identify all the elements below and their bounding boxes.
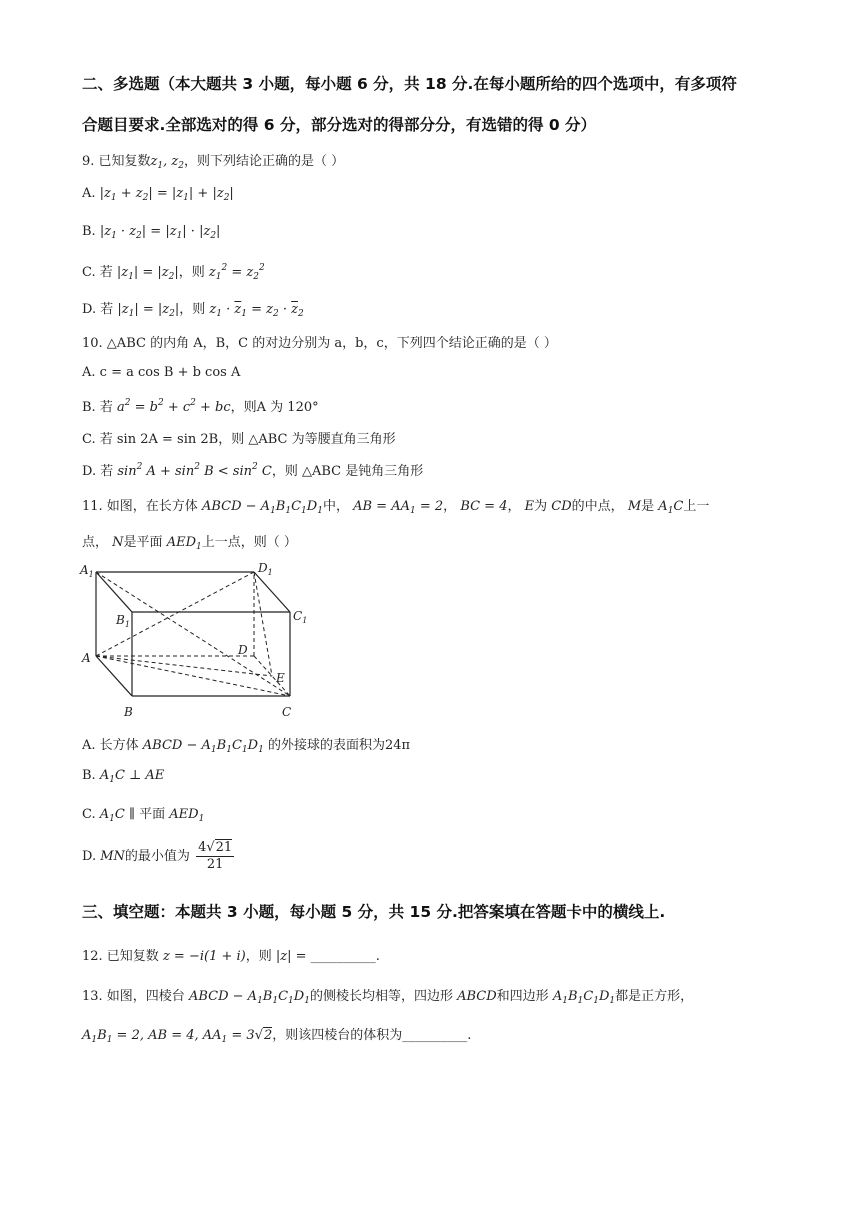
q13-line2 [82, 1024, 471, 1045]
q9-option-a-label: A. [82, 186, 96, 201]
q11-line1 [82, 495, 709, 516]
q10-option-d-post: ，则 △ABC 是钝角三角形 [271, 464, 424, 479]
q12-prefix: 12. 已知复数 [82, 949, 159, 964]
q11-option-a-pre: A. 长方体 [82, 738, 139, 753]
q11-option-c-mid: ∥ 平面 [128, 807, 166, 822]
q11-option-a-post: 的外接球的表面积为 [267, 738, 385, 753]
q9-option-d [82, 298, 304, 319]
q9-option-c-mid: ，则 [178, 265, 205, 280]
q13-line1-mid: 的侧棱长均相等，四边形 [309, 989, 453, 1004]
q10-option-d-formula: $\sin^2 A + \sin^2 B < \sin^2 C$ [117, 462, 272, 479]
q9-option-b [82, 224, 220, 241]
edge-d1-c1 [254, 572, 290, 612]
q12-mid: ，则 [245, 949, 272, 964]
q11-point-e: E [524, 499, 535, 514]
q10-option-a: A. c = a cos B + b cos A [82, 365, 241, 380]
q9-option-c-result: $z_1^2 = z_2^2$ [208, 263, 265, 282]
q9-vars: $z_1$, $z_2$ [150, 154, 184, 171]
q9-option-d-cond: $|z_1| = |z_2|$ [117, 302, 180, 319]
q10-option-d [82, 460, 423, 479]
q11-line2-pre: 点， [82, 535, 109, 550]
q11-option-d-numerator: 4√21 [198, 840, 233, 855]
q11-point-m: M [627, 499, 642, 514]
q11-option-d [82, 840, 236, 873]
q13-conditions: $A_1B_1 = 2$, AB = 4, $AA_1 = 3√2$ [82, 1028, 273, 1045]
q12-stem [82, 945, 380, 964]
q11-line2-end: 上一点，则（ ） [201, 535, 297, 550]
label-c1: $C_1$ [293, 609, 308, 625]
q10-option-b-pre: B. 若 [82, 400, 113, 415]
q11-seg-a1c: $A_1C$ [658, 499, 684, 516]
q11-point-n: N [112, 535, 124, 550]
label-c: C [282, 705, 292, 719]
section2-title-line2: 合题目要求.全部选对的得 6 分，部分选对的得部分分，有选错的得 0 分） [82, 116, 597, 134]
q11-line1-mid4: 为 [534, 499, 548, 514]
q9-stem [82, 150, 344, 171]
section2-title-line1: 二、多选题（本大题共 3 小题，每小题 6 分，共 18 分.在每小题所给的四个选项中，有多项符 [82, 75, 737, 93]
q11-option-c-line: $A_1C$ [99, 807, 125, 824]
q10-stem: 10. △ABC 的内角 A，B，C 的对边分别为 a，b，c，下列四个结论正确的是（ ） [82, 336, 557, 351]
q13-top: $A_1B_1C_1D_1$ [552, 989, 616, 1006]
q9-option-c-label: C. 若 [82, 265, 113, 280]
q10-option-c: C. 若 sin 2A = sin 2B，则 △ABC 为等腰直角三角形 [82, 432, 396, 447]
q13-line1-end: 都是正方形， [615, 989, 694, 1004]
q11-line1-end: 上一 [683, 499, 710, 514]
q11-plane-aed1: $AED_1$ [166, 535, 202, 552]
q11-option-b-formula: $A_1C$ ⊥ AE [99, 768, 165, 785]
q11-solid-name: ABCD − $A_1B_1C_1D_1$ [201, 499, 323, 516]
q13-line1-pre: 13. 如图，四棱台 [82, 989, 185, 1004]
label-d: D [238, 643, 248, 657]
q11-option-d-pre: D. [82, 849, 97, 864]
q11-option-c-plane: $AED_1$ [169, 807, 205, 824]
label-d1: $D_1$ [258, 561, 273, 577]
q11-eq1: AB = $AA_1 = 2$ [353, 499, 444, 516]
q13-line1-mid2: 和四边形 [496, 989, 549, 1004]
q11-line1-mid2: ， [443, 499, 457, 514]
q12-abs: |z| = [275, 949, 307, 964]
q9-option-c [82, 261, 265, 282]
q9-option-a-formula: $|z_1 + z_2| = |z_1| + |z_2|$ [99, 186, 234, 203]
q9-option-d-mid: ，则 [179, 302, 206, 317]
q11-line2 [82, 531, 297, 552]
label-b1: $B_1$ [116, 613, 130, 629]
q13-line1 [82, 985, 693, 1006]
q11-option-d-denominator: 21 [206, 857, 224, 872]
q11-eq2: BC = 4 [460, 499, 508, 514]
label-a: A [82, 651, 91, 665]
q9-option-b-label: B. [82, 224, 96, 239]
q11-option-b-label: B. [82, 768, 96, 783]
q9-prefix: 9. 已知复数 [82, 154, 151, 169]
q11-option-d-mn: MN [100, 849, 125, 864]
q9-option-d-label: D. 若 [82, 302, 114, 317]
label-e: E [276, 671, 285, 685]
q9-option-d-result: $z_1 \cdot \overline{z}_1 = z_2 \cdot \overline{z}_2$ [209, 302, 304, 319]
label-b: B [124, 705, 133, 719]
q12-formula: z = −i(1 + i) [162, 949, 246, 964]
q11-seg-cd: CD [551, 499, 572, 514]
seg-a-c [96, 656, 290, 696]
q11-line2-mid: 是平面 [123, 535, 163, 550]
q12-answer-blank[interactable]: __________. [310, 949, 380, 964]
q11-line1-mid6: 是 [641, 499, 655, 514]
q10-option-b [82, 396, 319, 415]
q11-option-c [82, 803, 204, 824]
q11-option-a-value: 24π [384, 738, 411, 753]
q11-option-c-label: C. [82, 807, 96, 822]
q11-option-d-fraction [196, 840, 234, 873]
q13-base: ABCD [457, 989, 497, 1004]
q11-line1-mid5: 的中点， [571, 499, 624, 514]
q11-line1-mid1: 中， [322, 499, 349, 514]
q10-option-d-pre: D. 若 [82, 464, 114, 479]
q13-solid-name: ABCD − $A_1B_1C_1D_1$ [188, 989, 310, 1006]
q9-option-b-formula: $|z_1 \cdot z_2| = |z_1| \cdot |z_2|$ [99, 224, 221, 241]
label-a1: $A_1$ [80, 563, 94, 579]
q11-line1-mid3: ， [507, 499, 521, 514]
diag-a1-c [96, 572, 290, 696]
seg-a-e [96, 656, 272, 676]
q9-option-a [82, 186, 234, 203]
q9-option-c-cond: $|z_1| = |z_2|$ [116, 265, 179, 282]
q13-answer-blank[interactable]: __________. [402, 1028, 472, 1043]
q11-option-a [82, 734, 410, 755]
seg-d1-e [254, 572, 272, 676]
section3-title: 三、填空题：本题共 3 小题，每小题 5 分，共 15 分.把答案填在答题卡中的横线上. [82, 903, 666, 921]
q11-line1-pre: 11. 如图，在长方体 [82, 499, 198, 514]
q9-suffix: ，则下列结论正确的是（ ） [184, 154, 345, 169]
q11-cuboid-figure [78, 558, 308, 723]
q10-option-b-post: ，则A 为 120° [230, 400, 319, 415]
q11-option-a-solid: ABCD − $A_1B_1C_1D_1$ [142, 738, 264, 755]
q11-option-b [82, 768, 164, 785]
q13-line2-post: ，则该四棱台的体积为 [272, 1028, 403, 1043]
q11-option-d-post: 的最小值为 [124, 849, 190, 864]
q10-option-b-formula: $a^2 = b^2 + c^2$ + bc [116, 398, 231, 415]
